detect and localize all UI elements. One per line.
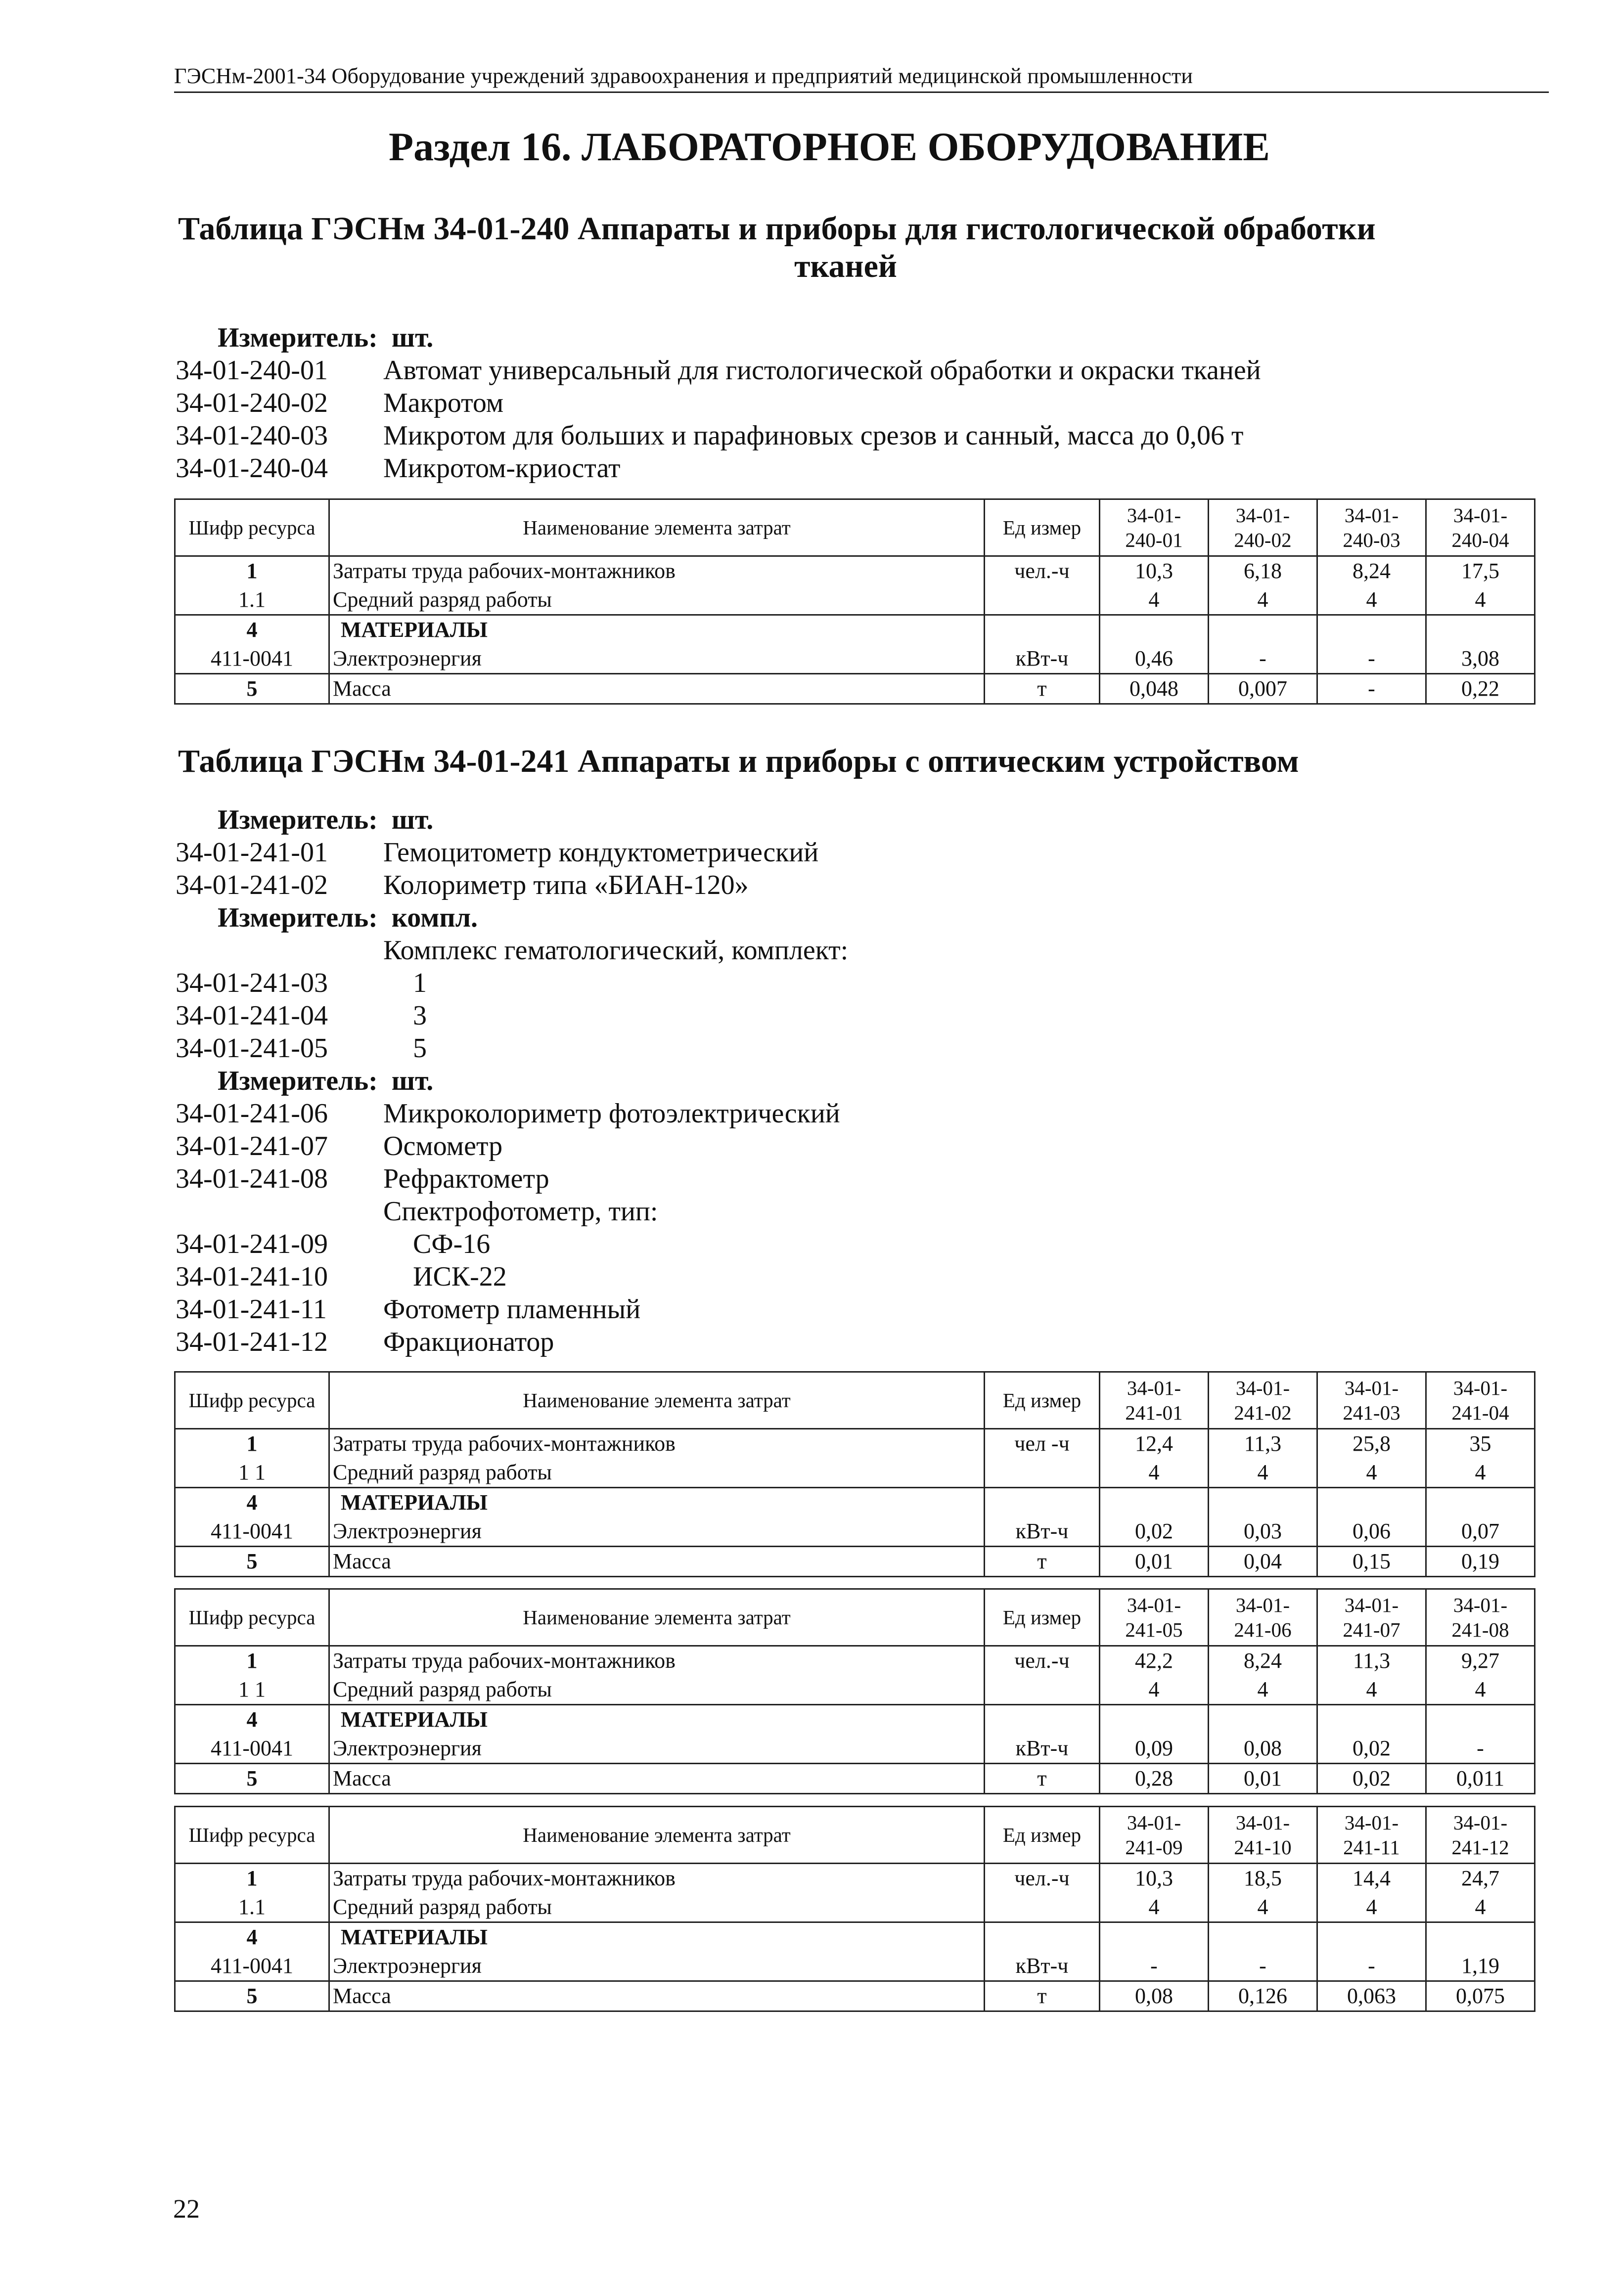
table-row: 4 МАТЕРИАЛЫ [175, 1488, 1535, 1517]
item-text: Микротом-криостат [383, 453, 621, 484]
table-row: 1 1 Средний разряд работы 4 4 4 4 [175, 1458, 1535, 1488]
table-header-row [175, 1589, 1535, 1646]
header-resource-code: Шифр ресурса [175, 1589, 329, 1646]
measure-unit: шт. [391, 322, 434, 353]
header-unit: Ед измер [985, 1589, 1100, 1646]
running-head: ГЭСНм-2001-34 Оборудование учреждений здравоохранения и предприятий медицинской промышленности [174, 63, 1549, 93]
header-cost-element: Наименование элемента затрат [329, 499, 985, 556]
header-col: 34-01- 241-08 [1426, 1589, 1535, 1646]
measure-unit: шт. [391, 1066, 434, 1096]
item-code: 34-01-240-03 [176, 420, 328, 451]
table-row: 4 МАТЕРИАЛЫ [175, 1705, 1535, 1735]
item-text: Микротом для больших и парафиновых срезов и санный, масса до 0,06 т [383, 420, 1244, 451]
table-row: 5 Масса т 0,08 0,126 0,063 0,075 [175, 1981, 1535, 2011]
table-row: 411-0041 Электроэнергия кВт-ч 0,09 0,08 0,02 - [175, 1734, 1535, 1764]
header-col: 34-01- 241-02 [1209, 1372, 1317, 1429]
measure-unit: компл. [391, 902, 478, 933]
measure-label: Измеритель: [218, 322, 378, 353]
header-col: 34-01- 240-01 [1100, 499, 1209, 556]
table-240-title-line2: тканей [794, 248, 897, 284]
page-number: 22 [173, 2194, 200, 2224]
table-row: 5 Масса т 0,048 0,007 - 0,22 [175, 674, 1535, 704]
table-row: 411-0041 Электроэнергия кВт-ч - - - 1,19 [175, 1952, 1535, 1981]
table-header-row [175, 1372, 1535, 1429]
table-row: 1.1 Средний разряд работы 4 4 4 4 [175, 1893, 1535, 1922]
header-col: 34-01- 240-02 [1209, 499, 1317, 556]
header-col: 34-01- 240-04 [1426, 499, 1535, 556]
table-header-row [175, 499, 1535, 556]
measure-label: Измеритель: [218, 1066, 378, 1096]
table-row: 411-0041 Электроэнергия кВт-ч 0,46 - - 3,08 [175, 644, 1535, 674]
table-241-title: Таблица ГЭСНм 34-01-241 Аппараты и приборы с оптическим устройством [178, 743, 1299, 779]
header-col: 34-01- 241-10 [1209, 1807, 1317, 1864]
header-col: 34-01- 241-07 [1317, 1589, 1426, 1646]
header-col: 34-01- 240-03 [1317, 499, 1426, 556]
header-unit: Ед измер [985, 499, 1100, 556]
header-col: 34-01- 241-01 [1100, 1372, 1209, 1429]
item-text: Макротом [383, 388, 504, 418]
item-code: 34-01-240-02 [176, 388, 328, 418]
header-col: 34-01- 241-11 [1317, 1807, 1426, 1864]
header-resource-code: Шифр ресурса [175, 1372, 329, 1429]
header-unit: Ед измер [985, 1807, 1100, 1864]
measure-label: Измеритель: [218, 804, 378, 835]
table-row: 1 Затраты труда рабочих-монтажников чел -ч 12,4 11,3 25,8 35 [175, 1429, 1535, 1459]
header-resource-code: Шифр ресурса [175, 1807, 329, 1864]
table-row: 1 Затраты труда рабочих-монтажников чел.-ч 42,2 8,24 11,3 9,27 [175, 1646, 1535, 1676]
header-col: 34-01- 241-03 [1317, 1372, 1426, 1429]
table-row: 1.1 Средний разряд работы 4 4 4 4 [175, 585, 1535, 615]
header-col: 34-01- 241-05 [1100, 1589, 1209, 1646]
item-code: 34-01-240-04 [176, 453, 328, 484]
resource-table-240 [174, 498, 1535, 705]
header-cost-element: Наименование элемента затрат [329, 1807, 985, 1864]
item-text: Автомат универсальный для гистологической обработки и окраски тканей [383, 355, 1261, 386]
table-header-row [175, 1807, 1535, 1864]
table-240-title [178, 210, 1513, 285]
table-row: 1 1 Средний разряд работы 4 4 4 4 [175, 1675, 1535, 1705]
header-cost-element: Наименование элемента затрат [329, 1372, 985, 1429]
table-row: 1 Затраты труда рабочих-монтажников чел.-ч 10,3 18,5 14,4 24,7 [175, 1864, 1535, 1893]
header-col: 34-01- 241-12 [1426, 1807, 1535, 1864]
measure-label: Измеритель: [218, 902, 378, 933]
resource-table-241-1 [174, 1371, 1535, 1577]
header-col: 34-01- 241-09 [1100, 1807, 1209, 1864]
resource-table-241-2 [174, 1588, 1535, 1794]
header-resource-code: Шифр ресурса [175, 499, 329, 556]
measure-unit: шт. [391, 804, 434, 835]
table-row: 5 Масса т 0,28 0,01 0,02 0,011 [175, 1764, 1535, 1794]
section-title: Раздел 16. ЛАБОРАТОРНОЕ ОБОРУДОВАНИЕ [389, 124, 1270, 169]
item-code: 34-01-240-01 [176, 355, 328, 386]
resource-table-241-3 [174, 1806, 1535, 2012]
table-row: 411-0041 Электроэнергия кВт-ч 0,02 0,03 0,06 0,07 [175, 1517, 1535, 1547]
table-row: 1 Затраты труда рабочих-монтажников чел.-ч 10,3 6,18 8,24 17,5 [175, 556, 1535, 586]
table-240-title-line1: Таблица ГЭСНм 34-01-240 Аппараты и приборы для гистологической обработки [178, 211, 1376, 247]
header-col: 34-01- 241-06 [1209, 1589, 1317, 1646]
table-row: 4 МАТЕРИАЛЫ [175, 1922, 1535, 1952]
table-row: 4 МАТЕРИАЛЫ [175, 615, 1535, 645]
header-col: 34-01- 241-04 [1426, 1372, 1535, 1429]
header-cost-element: Наименование элемента затрат [329, 1589, 985, 1646]
table-row: 5 Масса т 0,01 0,04 0,15 0,19 [175, 1547, 1535, 1577]
header-unit: Ед измер [985, 1372, 1100, 1429]
